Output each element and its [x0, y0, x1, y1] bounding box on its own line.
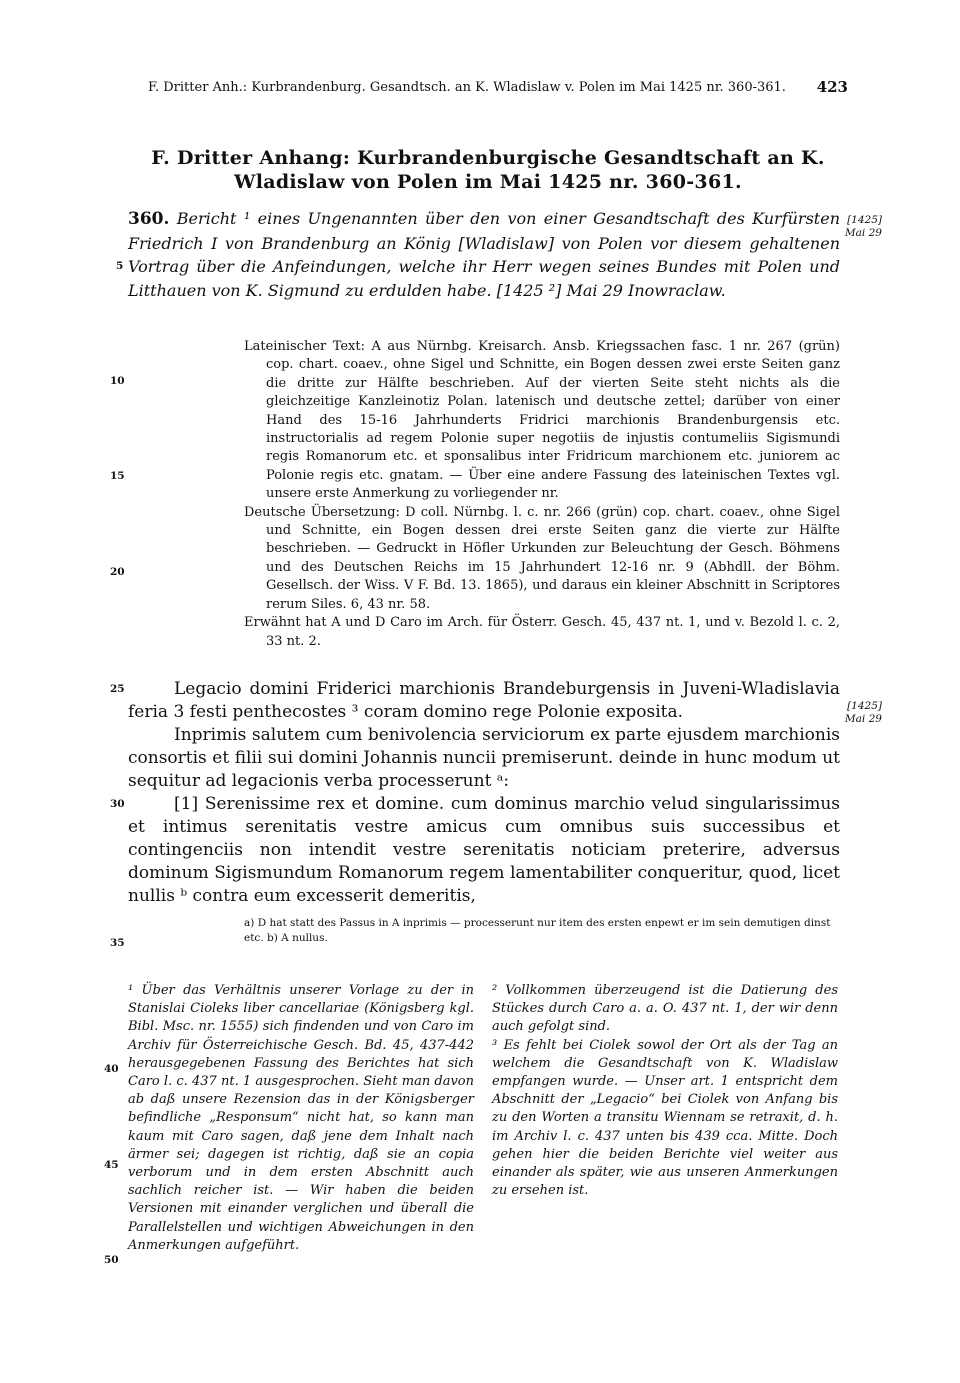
- line-number: 20: [110, 566, 125, 578]
- running-title: F. Dritter Anh.: Kurbrandenburg. Gesandtsch. an K. Wladislaw v. Polen im Mai 1425 nr. 360-361.: [148, 80, 786, 95]
- note-german-translation: Deutsche Übersetzung: D coll. Nürnbg. l. c. nr. 266 (grün) cop. chart. coaev., ohne Sigel und Schnitte, ein Bogen dessen drei erste Seiten ganz die vierte zur Hälfte beschrieben. — Gedruckt in Höfler Urkunden zur Beleuchtung der Gesch. Böhmens und des Deutschen Reichs im 15 Jahrhundert 12-16 nr. 9 (Abhdll. der Böhm. Gesellsch. der Wiss. V F. Bd. 13. 1865), und daraus ein kleiner Abschnitt in Scriptores rerum Siles. 6, 43 nr. 58.: [244, 504, 840, 612]
- note-latin-text: Lateinischer Text: A aus Nürnbg. Kreisarch. Ansb. Kriegssachen fasc. 1 nr. 267 (grün) cop. chart. coaev., ohne Sigel und Schnitte, ein Bogen dessen zwei erste Seiten ganz die dritte zur Hälfte beschrieben. Auf der vierten Seite steht nichts als die gleichzeitige Kanzleinotiz Polan. latenisch und deutsche zettel; darüber von einer Hand des 15-16 Jahrhunderts Fridrici marchionis Brandenburgensis etc. instructorialis ad regem Polonie super negotiis de injustis contumeliis Sigismundi regis Romanorum etc. et sponsalibus inter Fridricum marchionem etc. juniorem ac Polonie regis etc. gnatam. — Über eine andere Fassung des lateinischen Textes vgl. unsere erste Anmerkung zu vorliegender nr.: [244, 339, 840, 502]
- line-number: 40: [104, 1063, 119, 1075]
- main-paragraph-inprimis: Inprimis salutem cum benivolencia serviciorum ex parte ejusdem marchionis consortis et filii sui domini Johannis nuncii premiserunt. deinde in hunc modum ut sequitur ad legacionis verba processerunt ᵃ:: [128, 725, 840, 791]
- footnote-3: ³ Es fehlt bei Ciolek sowol der Ort als der Tag an welchem die Gesandtschaft von K. Wladislaw empfangen wurde. — Unser art. 1 entspricht dem Abschnitt der „Legacio“ bei Ciolek von Anfang bis zu den Worten a transitu Wiennam se retraxit, d. h. im Archiv l. c. 437 unten bis 439 cca. Mitte. Doch gehen hier die beiden Berichte viel weiter aus einander als später, wie aus unseren Anmerkungen zu ersehen ist.: [492, 1037, 838, 1199]
- margin-day: Mai 29: [844, 713, 882, 725]
- main-margin-date: [842, 700, 882, 726]
- critical-apparatus: a) D hat statt des Passus in A inprimis — processerunt nur item des ersten enpewt er im sein demutigen dinst etc. b) A nullus.: [244, 917, 831, 944]
- line-number: 25: [110, 683, 125, 695]
- note-mentions: Erwähnt hat A und D Caro im Arch. für Österr. Gesch. 45, 437 nt. 1, und v. Bezold l. c. 2, 33 nt. 2.: [244, 615, 840, 649]
- main-paragraph-article-1: [1] Serenissime rex et domine. cum dominus marchio velud singularissimus et intimus serenitatis vestre amicus cum omnibus suis successibus et contingenciis non intendit vestre serenitatis noticiam preterire, adversus dominum Sigismundum Romanorum regem lamentabiliter conqueritur, quod, licet nullis ᵇ contra eum excesserit demeritis,: [128, 794, 840, 906]
- footnote-right: [492, 982, 838, 1200]
- margin-year: [1425]: [847, 700, 882, 712]
- line-number: 15: [110, 470, 125, 482]
- page-number: 423: [816, 78, 848, 96]
- footnote-1: ¹ Über das Verhältnis unserer Vorlage zu der in Stanislai Cioleks liber cancellariae (Königsberg kgl. Bibl. Msc. nr. 1555) sich findenden und von Caro im Archiv für Österreichische Gesch. Bd. 45, 437-442 herausgegebenen Fassung des Berichtes hat sich Caro l. c. 437 nt. 1 ausgesprochen. Sieht man davon ab daß unsere Rezension das in der Königsberger befindliche „Responsum“ nicht hat, so kann man kaum mit Caro sagen, daß jene dem Inhalt nach ärmer sei; dagegen ist richtig, daß sie an copia verborum und in dem ersten Abschnitt auch sachlich reicher ist. — Wir haben die beiden Versionen mit einander verglichen und überall die Parallelstellen und wichtigen Abweichungen in den Anmerkungen aufgeführt.: [128, 983, 474, 1253]
- document-number: 360.: [128, 209, 170, 229]
- footnote-2: ² Vollkommen überzeugend ist die Datierung des Stückes durch Caro a. a. O. 437 nt. 1, der wir denn auch gefolgt sind.: [492, 983, 838, 1035]
- source-notes: [244, 338, 840, 651]
- section-title: F. Dritter Anhang: Kurbrandenburgische Gesandtschaft an K. Wladislaw von Polen im Mai 1425 nr. 360-361.: [151, 147, 825, 193]
- footnote-left: [128, 982, 474, 1255]
- regest-text: Bericht ¹ eines Ungenannten über den von einer Gesandtschaft des Kurfürsten Friedrich I von Brandenburg an König [Wladislaw] von Polen vor diesem gehaltenen Vortrag über die Anfeindungen, welche ihr Herr wegen seines Bundes mit Polen und Litthauen von K. Sigmund zu erdulden habe. [1425 ²] Mai 29 Inowraclaw.: [128, 209, 840, 300]
- main-text: [128, 678, 840, 908]
- document-regest: [128, 207, 840, 302]
- line-number: 30: [110, 798, 125, 810]
- regest-margin-date: [842, 214, 882, 240]
- line-number: 10: [110, 375, 125, 387]
- margin-year: [1425]: [847, 214, 882, 226]
- line-number: 5: [116, 260, 124, 272]
- main-paragraph-legacio: Legacio domini Friderici marchionis Brandeburgensis in Juveni-Wladislavia feria 3 festi penthecostes ³ coram domino rege Polonie exposita.: [128, 679, 840, 722]
- line-number: 35: [110, 937, 125, 949]
- running-header: [148, 80, 848, 95]
- line-number: 45: [104, 1159, 119, 1171]
- line-number: 50: [104, 1254, 119, 1266]
- margin-day: Mai 29: [844, 227, 882, 239]
